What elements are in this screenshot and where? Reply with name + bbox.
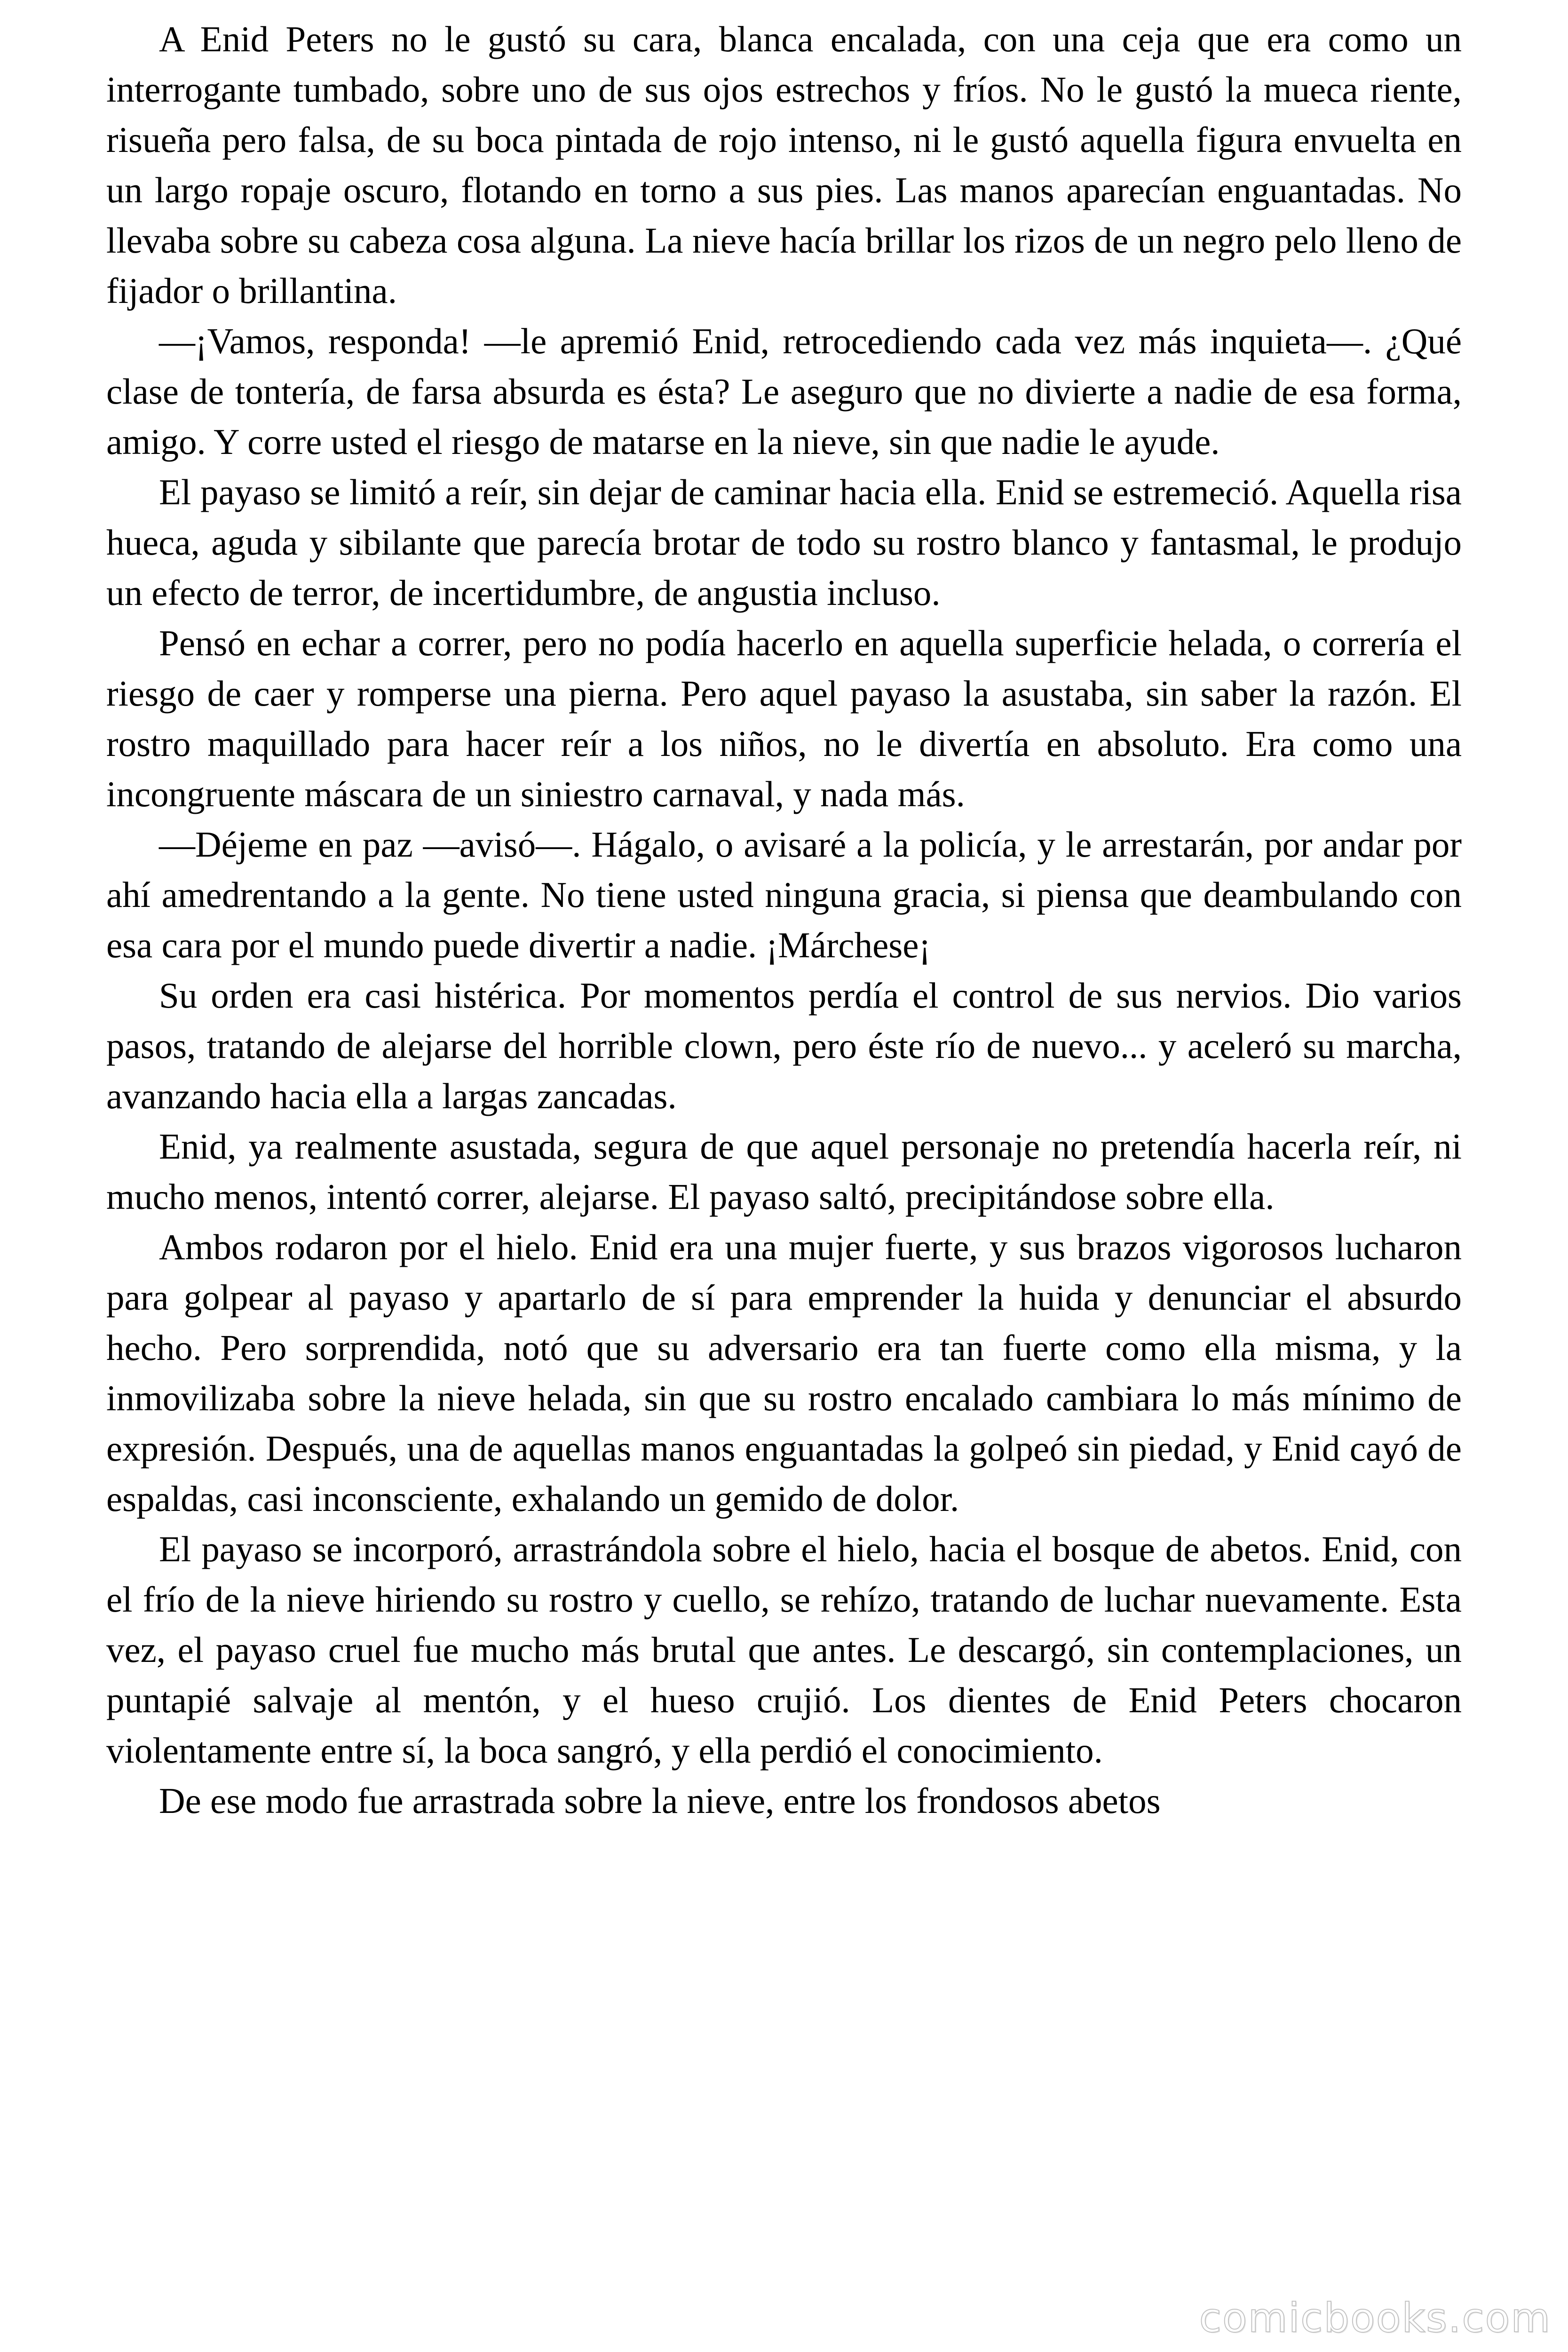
paragraph: Pensó en echar a correr, pero no podía hacerlo en aquella superficie helada, o correría el riesgo de caer y romperse una pierna. Pero aquel payaso la asustaba, sin saber la razón. El rostro maquillado para hacer reír a los niños, no le divertía en absoluto. Era como una incongruente máscara de un siniestro carnaval, y nada más. bbox=[106, 623, 1462, 814]
paragraph: Enid, ya realmente asustada, segura de que aquel personaje no pretendía hacerla reír, ni mucho menos, intentó correr, alejarse. El payaso saltó, precipitándose sobre ella. bbox=[106, 1126, 1462, 1217]
paragraph: —Déjeme en paz —avisó—. Hágalo, o avisaré a la policía, y le arrestarán, por andar por ahí amedrentando a la gente. No tiene usted ninguna gracia, si piensa que deambulando con esa cara por el mundo puede divertir a nadie. ¡Márchese¡ bbox=[106, 824, 1462, 965]
site-watermark: comicbooks.com bbox=[1199, 2295, 1551, 2342]
paragraph: A Enid Peters no le gustó su cara, blanca encalada, con una ceja que era como un interrogante tumbado, sobre uno de sus ojos estrechos y fríos. No le gustó la mueca riente, risueña pero falsa, de su boca pintada de rojo intenso, ni le gustó aquella figura envuelta en un largo ropaje oscuro, flotando en torno a sus pies. Las manos aparecían enguantadas. No llevaba sobre su cabeza cosa alguna. La nieve hacía brillar los rizos de un negro pelo lleno de fijador o brillantina. bbox=[106, 19, 1462, 311]
paragraph: El payaso se incorporó, arrastrándola sobre el hielo, hacia el bosque de abetos. Enid, con el frío de la nieve hiriendo su rostro y cuello, se rehízo, tratando de luchar nuevamente. Esta vez, el payaso cruel fue mucho más brutal que antes. Le descargó, sin contemplaciones, un puntapié salvaje al mentón, y el hueso crujió. Los dientes de Enid Peters chocaron violentamente entre sí, la boca sangró, y ella perdió el conocimiento. bbox=[106, 1529, 1462, 1771]
paragraph-continued: De ese modo fue arrastrada sobre la nieve, entre los frondosos abetos bbox=[159, 1780, 1161, 1821]
paragraph: —¡Vamos, responda! —le apremió Enid, retrocediendo cada vez más inquieta—. ¿Qué clase de tontería, de farsa absurda es ésta? Le aseguro que no divierte a nadie de esa forma, amigo. Y corre usted el riesgo de matarse en la nieve, sin que nadie le ayude. bbox=[106, 321, 1462, 462]
book-page bbox=[106, 14, 1462, 1826]
paragraph: Su orden era casi histérica. Por momentos perdía el control de sus nervios. Dio varios pasos, tratando de alejarse del horrible clown, pero éste río de nuevo... y aceleró su marcha, avanzando hacia ella a largas zancadas. bbox=[106, 975, 1462, 1116]
paragraph: El payaso se limitó a reír, sin dejar de caminar hacia ella. Enid se estremeció. Aquella risa hueca, aguda y sibilante que parecía brotar de todo su rostro blanco y fantasmal, le produjo un efecto de terror, de incertidumbre, de angustia incluso. bbox=[106, 472, 1462, 613]
paragraph: Ambos rodaron por el hielo. Enid era una mujer fuerte, y sus brazos vigorosos lucharon para golpear al payaso y apartarlo de sí para emprender la huida y denunciar el absurdo hecho. Pero sorprendida, notó que su adversario era tan fuerte como ella misma, y la inmovilizaba sobre la nieve helada, sin que su rostro encalado cambiara lo más mínimo de expresión. Después, una de aquellas manos enguantadas la golpeó sin piedad, y Enid cayó de espaldas, casi inconsciente, exhalando un gemido de dolor. bbox=[106, 1227, 1462, 1519]
